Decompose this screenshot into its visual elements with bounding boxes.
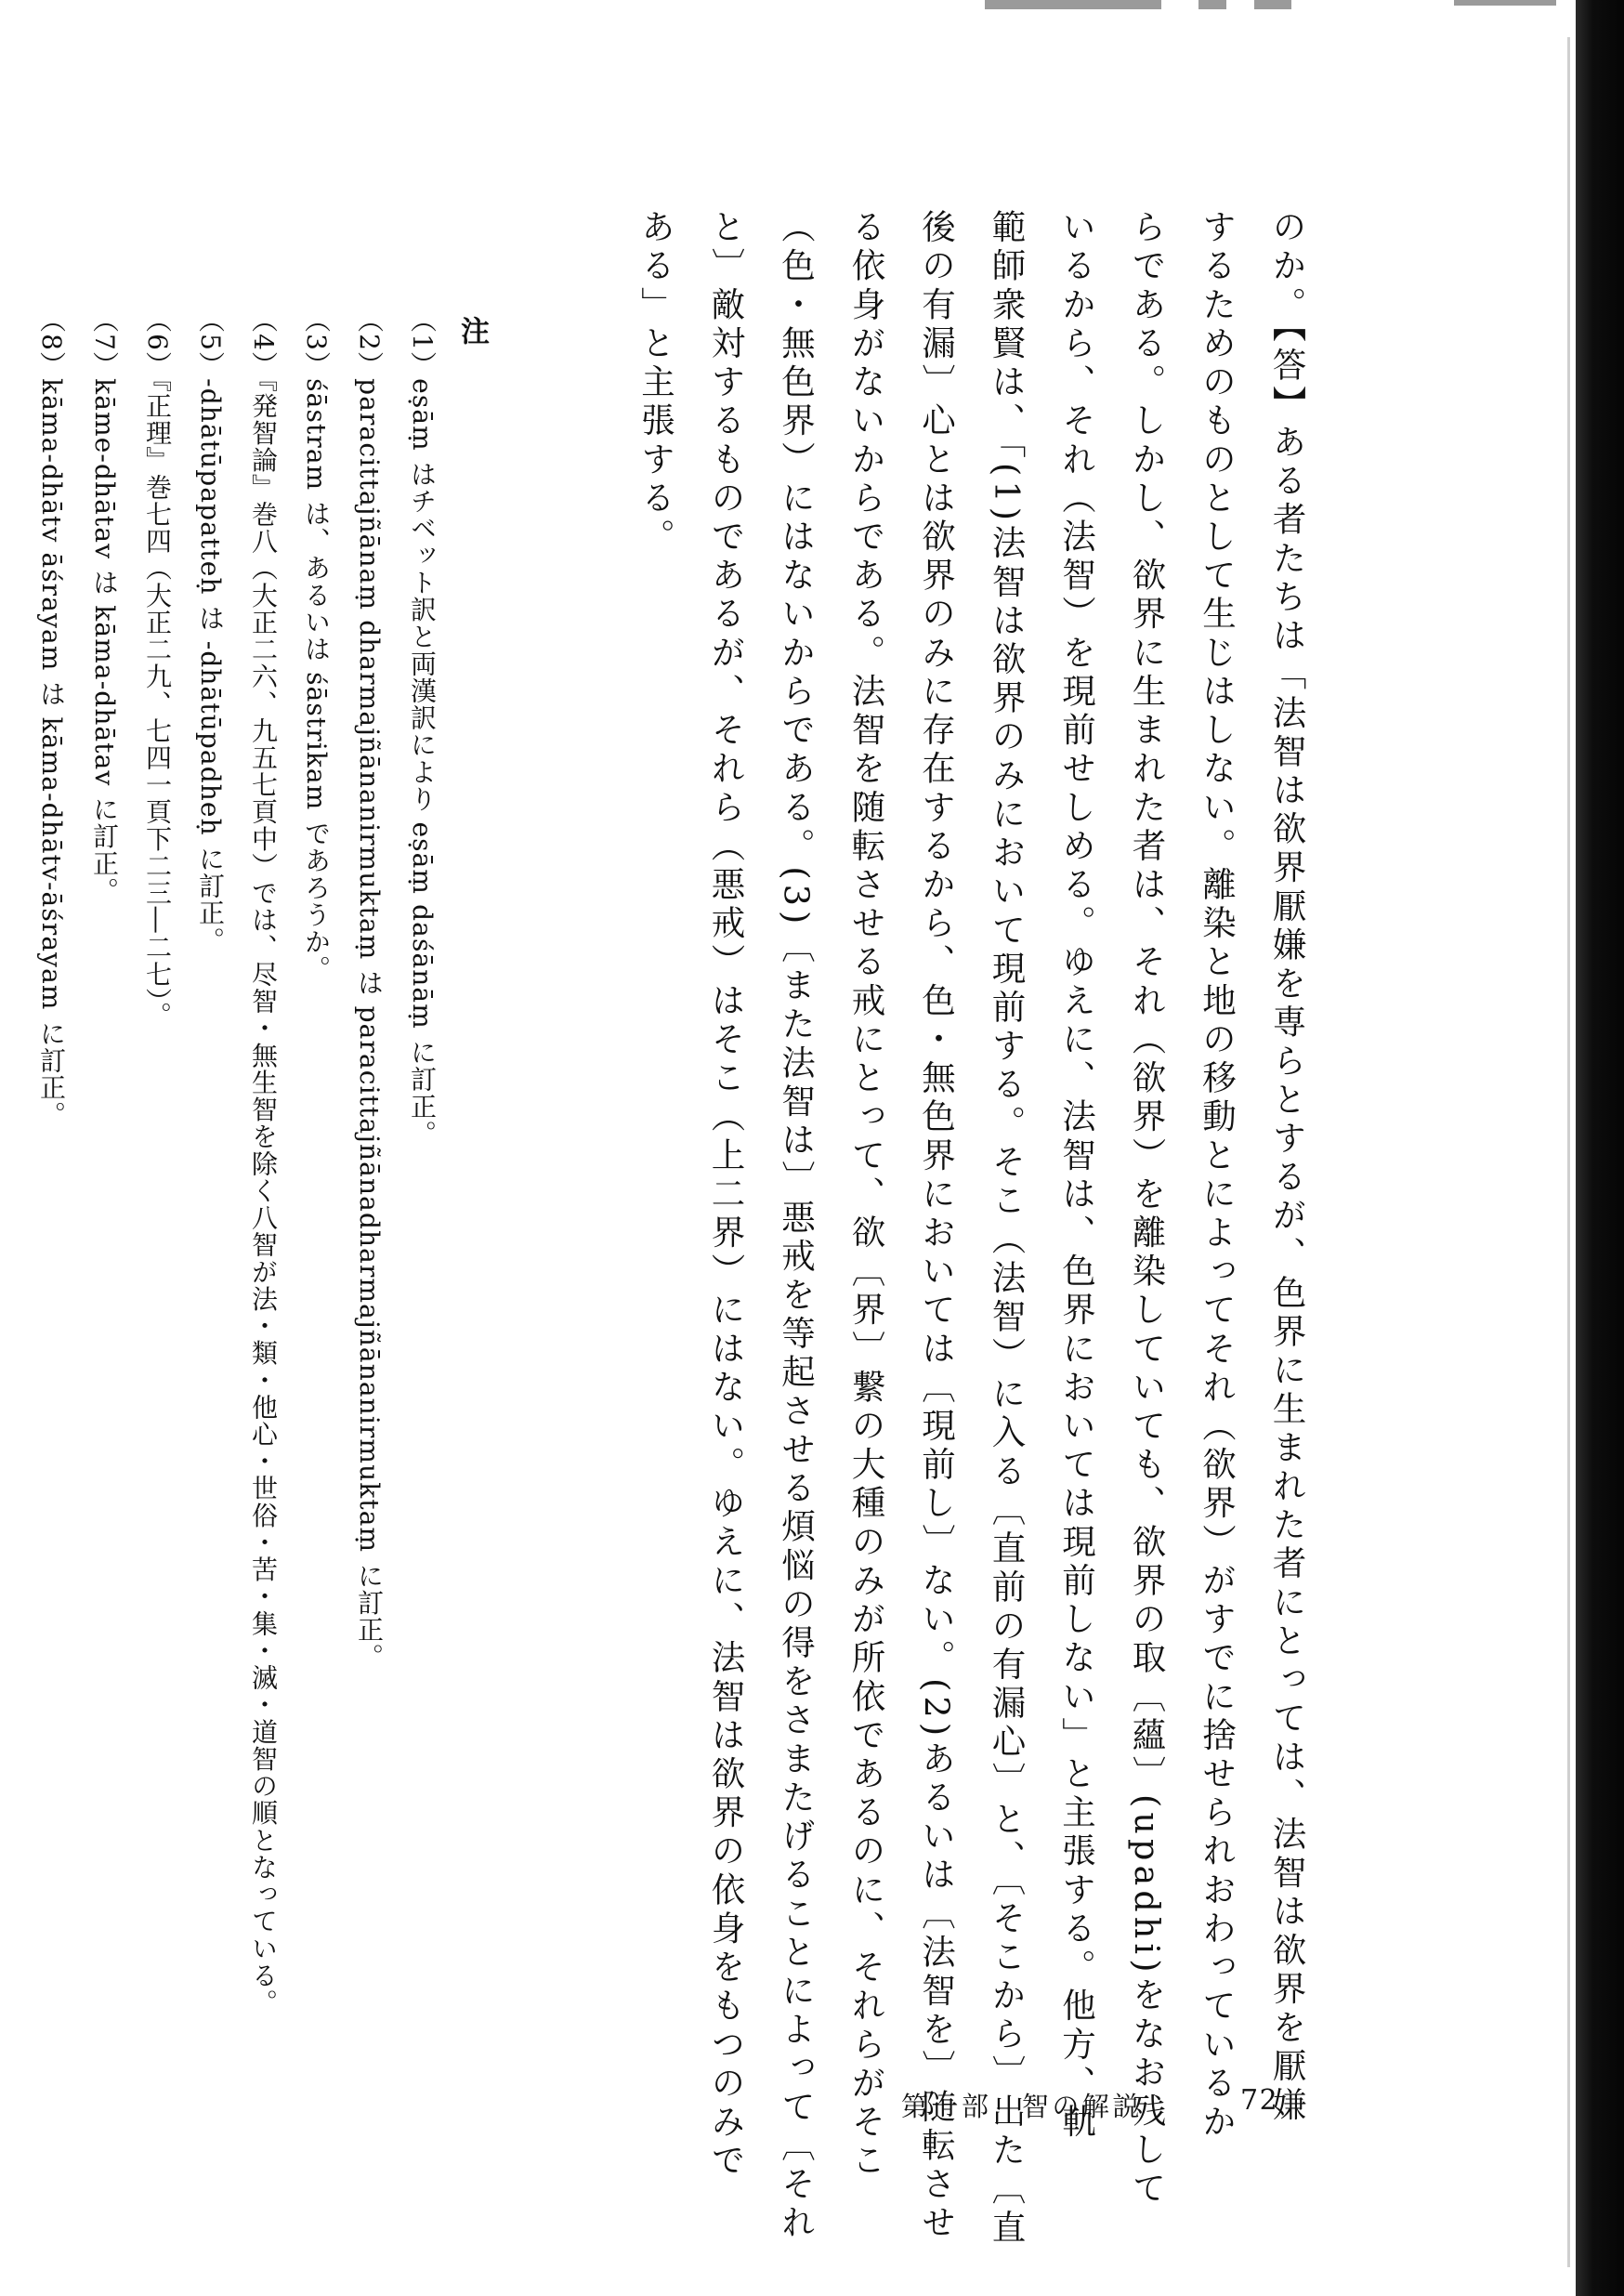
scan-artifact-top-2 <box>1198 0 1226 9</box>
scan-artifact-top-1 <box>985 0 1161 9</box>
text-column: するためのものとして生じはしない。離染と地の移動とによってそれ（欲界）がすでに捨せられおわっているか <box>1197 209 1238 2143</box>
text-column: らである。しかし、欲界に生まれた者は、それ（欲界）を離染していても、欲界の取〔蘊〕(upadhi)をなお残して <box>1127 209 1167 2210</box>
notes-section <box>11 307 489 2016</box>
notes-heading: 注 <box>455 316 489 348</box>
note-item: （8）kāma-dhātv āśrayam は kāma-dhātv-āśrayam に訂正。 <box>36 307 67 1129</box>
note-item: （1）eṣāṃ はチベット訳と両漢訳により eṣāṃ daśānāṃ に訂正。 <box>407 307 438 1148</box>
note-item: （7）kāme-dhātav は kāma-dhātav に訂正。 <box>89 307 120 904</box>
note-item: （6）『正理』巻七四（大正二九、七四一頁下二三―二七）。 <box>142 307 173 1030</box>
note-item: （3）śāstram は、あるいは śāstrikam であろうか。 <box>301 307 332 983</box>
text-column: いるから、それ（法智）を現前せしめる。ゆえに、法智は、色界においては現前しない」と主張する。他方、軌 <box>1056 209 1097 2143</box>
text-column: と〕敵対するものであるが、それら（悪戒）はそこ（上二界）にはない。ゆえに、法智は欲界の依身をもつのみで <box>706 209 746 2182</box>
note-item: （5）-dhātūpapatteḥ は -dhātūpadheḥ に訂正。 <box>195 307 226 954</box>
text-column: る依身がないからである。法智を随転させる戒にとって、欲〔界〕繋の大種のみが所依であるのに、それらがそこ <box>846 209 886 2182</box>
note-item: （2）paracittajñānaṃ dharmajñānanirmuktaṃ は paracittajñānadharmajñānanirmuktaṃ に訂正。 <box>354 307 385 1671</box>
scan-artifact-top-4 <box>1454 0 1556 6</box>
text-column: 後の有漏〕心とは欲界のみに存在するから、色・無色界においては〔現前し〕ない。(2)あるいは〔法智を〕随転させ <box>916 209 957 2244</box>
text-column: ある」と主張する。 <box>635 209 676 558</box>
scan-dark-edge <box>1576 0 1624 2296</box>
note-item: （4）『発智論』巻八（大正二六、九五七頁中）では、尽智・無生智を除く八智が法・類・他心・世俗・苦・集・滅・道智の順となっている。 <box>248 307 279 2016</box>
page-number: 72 <box>1240 2084 1279 2117</box>
scan-artifact-top-3 <box>1254 0 1291 9</box>
running-header: 第一部 智の解説 <box>901 2091 1143 2122</box>
scan-shadow-line <box>1567 37 1570 2267</box>
text-column: （色・無色界）にはないからである。(3)〔また法智は〕悪戒を等起させる煩悩の得をさまたげることによって〔それ <box>776 209 817 2244</box>
text-column: のか。【答】ある者たちは「法智は欲界厭嫌を専らとするが、色界に生まれた者にとっては、法智は欲界を厭嫌 <box>1267 209 1307 2126</box>
text-column: 範師衆賢は、「(1)法智は欲界のみにおいて現前する。そこ（法智）に入る〔直前の有漏心〕と、〔そこから〕出た〔直 <box>987 209 1027 2249</box>
